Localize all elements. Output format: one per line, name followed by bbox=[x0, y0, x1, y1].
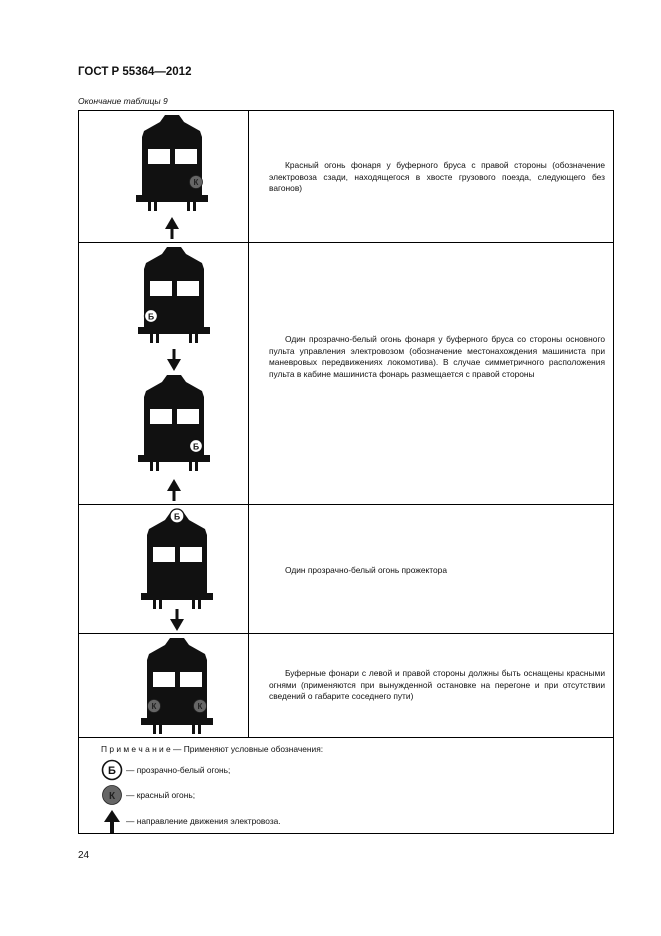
table-caption: Окончание таблицы 9 bbox=[78, 96, 168, 106]
table-row bbox=[79, 111, 613, 243]
arrow-up-icon bbox=[167, 479, 181, 501]
signal-figure bbox=[79, 634, 249, 738]
signal-figure bbox=[79, 111, 249, 243]
table-row bbox=[79, 634, 613, 738]
signal-figure-cell bbox=[79, 634, 249, 737]
svg-text:К: К bbox=[151, 702, 157, 711]
legend-item bbox=[101, 759, 230, 781]
legend-text: — направление движения электровоза. bbox=[126, 816, 281, 826]
locomotive-icon bbox=[138, 247, 210, 343]
red-light-icon bbox=[148, 700, 161, 713]
note-title: П р и м е ч а н и е — Применяют условные обозначения: bbox=[101, 744, 324, 754]
signal-figure-cell bbox=[79, 243, 249, 504]
svg-text:Б: Б bbox=[108, 765, 116, 777]
locomotive-icon bbox=[138, 375, 210, 471]
svg-text:Б: Б bbox=[173, 511, 181, 522]
signals-table bbox=[78, 110, 614, 834]
legend-text: — красный огонь; bbox=[126, 790, 196, 800]
signal-figure bbox=[79, 243, 249, 505]
red-light-icon bbox=[194, 700, 207, 713]
white-light-icon bbox=[170, 509, 184, 523]
svg-text:К: К bbox=[193, 178, 199, 187]
table-row bbox=[79, 505, 613, 634]
white-light-icon bbox=[101, 759, 123, 781]
legend-text: — прозрачно-белый огонь; bbox=[126, 765, 231, 775]
document-header: ГОСТ Р 55364—2012 bbox=[78, 66, 192, 78]
white-light-icon bbox=[145, 310, 158, 323]
red-light-icon bbox=[101, 784, 123, 806]
row-description: Красный огонь фонаря у буферного бруса с правой стороны (обозначение электровоза сзади, находящегося в хвосте грузового поезда, следующего без вагонов) bbox=[269, 160, 605, 193]
legend-item bbox=[101, 784, 195, 806]
table-row bbox=[79, 243, 613, 505]
signal-figure-cell bbox=[79, 111, 249, 242]
signal-figure-cell bbox=[79, 505, 249, 633]
svg-text:Б: Б bbox=[192, 441, 200, 452]
arrow-up-icon bbox=[165, 217, 179, 239]
red-light-icon bbox=[190, 176, 203, 189]
white-light-icon bbox=[190, 440, 203, 453]
row-description: Один прозрачно-белый огонь фонаря у буферного бруса со стороны основного пульта управления электровозом (обозначение местонахождения машиниста при маневровых передвижениях локомотива). В случае симметричного расположения пульта в кабине машиниста фонарь размещается с правой стороны bbox=[269, 334, 605, 379]
locomotive-icon bbox=[141, 638, 213, 734]
table-note bbox=[79, 738, 613, 834]
legend-item bbox=[101, 809, 281, 833]
row-description: Один прозрачно-белый огонь прожектора bbox=[285, 565, 447, 575]
svg-text:К: К bbox=[197, 702, 203, 711]
arrow-down-icon bbox=[170, 609, 184, 631]
row-description: Буферные фонари с левой и правой стороны должны быть оснащены красными огнями (применяются при вынужденной остановке на перегоне и при отсутствии сведений о габарите соседнего пути) bbox=[269, 668, 605, 701]
arrow-down-icon bbox=[167, 349, 181, 371]
locomotive-icon bbox=[141, 513, 213, 609]
page-number: 24 bbox=[78, 850, 90, 861]
svg-text:К: К bbox=[108, 791, 116, 802]
svg-text:Б: Б bbox=[147, 311, 155, 322]
arrow-up-icon bbox=[101, 809, 123, 833]
locomotive-icon bbox=[136, 115, 208, 211]
signal-figure bbox=[79, 505, 249, 634]
